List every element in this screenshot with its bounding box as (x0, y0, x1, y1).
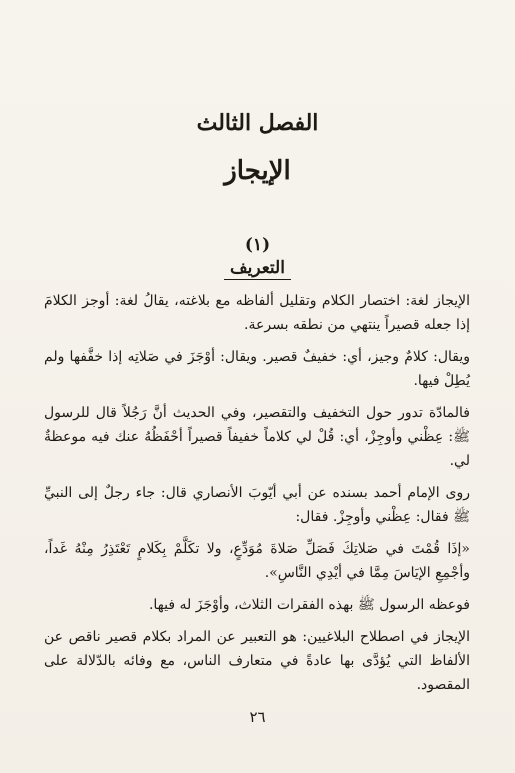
paragraph-conclusion: فوعظه الرسول ﷺ بهذه الفقرات الثلاث، وأوْجَزَ له فيها. (148, 597, 470, 613)
page-title: الإيجاز (224, 156, 291, 186)
paragraph-narration: روى الإمام أحمد بسنده عن أبي أيّوبَ الأنصاري قال: جاء رجلٌ إلى النبيِّ ﷺ فقال: عِظْني وأوجِزْ. فقال: (44, 485, 470, 525)
paragraph-lexical-definition: الإيجاز لغة: اختصار الكلام وتقليل ألفاظه مع بلاغته، يقالُ لغة: أوجز الكلامَ إذا جعله قصيراً ينتهي من نطقه بسرعة. (44, 293, 470, 333)
page-number: ٢٦ (249, 708, 266, 726)
paragraph-hadith-quote: «إذَا قُمْتَ في صَلاتِكَ فَصَلِّ صَلاةَ مُوَدِّعٍ، ولا تكَلَّمْ بِكَلامٍ تَعْتَذِرُ مِنْهُ غَداً، وأجْمِعِ الإيَاسَ مِمَّا في أيْدِي النَّاسِ». (44, 541, 470, 581)
body-text (44, 289, 470, 705)
section-heading (0, 258, 515, 280)
chapter-heading: الفصل الثالث (196, 110, 319, 136)
section-title: التعريف (224, 258, 291, 280)
paragraph-hadith-context: فالمادّة تدور حول التخفيف والتقصير، وفي الحديث أنَّ رَجُلاً قال للرسول ﷺ: عِظْني وأوجِزْ، أي: قُلْ لي كلاماً خفيفاً قصيراً أحْفَظُهُ عنك فيه موعظةٌ لي. (44, 405, 470, 469)
paragraph-usage-examples: ويقال: كلامٌ وجيز، أي: خفيفٌ قصير. ويقال: أوْجَزَ في صَلاتِه إذا خفَّفها ولم يُطِلْ فيها. (44, 349, 470, 389)
paragraph-technical-definition: الإيجاز في اصطلاح البلاغيين: هو التعبير عن المراد بكلام قصير ناقص عن الألفاظ التي يُؤدَّى بها عادةً في متعارف الناس، مع وفائه بالدّلالة على المقصود. (44, 629, 470, 693)
section-number: (١) (244, 235, 271, 255)
